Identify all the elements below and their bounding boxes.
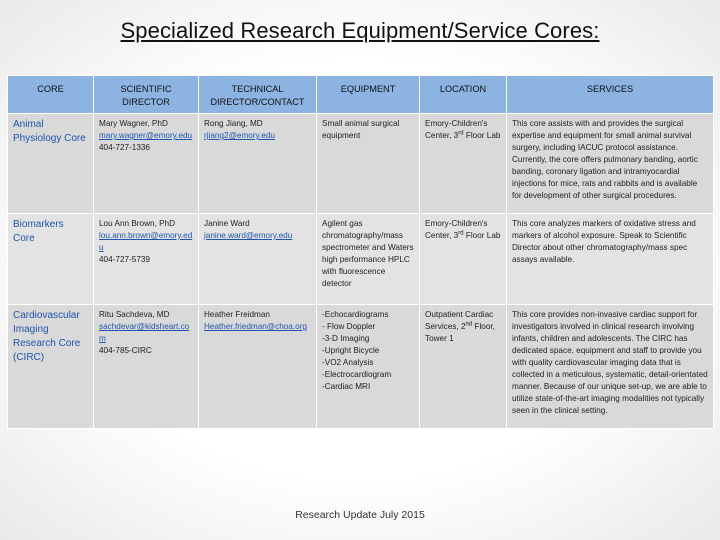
header-technical-director: TECHNICAL DIRECTOR/CONTACT <box>199 76 317 114</box>
services-cell <box>507 305 714 429</box>
director-email-link[interactable]: mary.wagner@emory.edu <box>99 131 193 140</box>
equipment-text: Small animal surgical equipment <box>322 119 400 140</box>
technical-director-cell <box>199 305 317 429</box>
location-text-end: Floor Lab <box>463 131 501 140</box>
core-cell <box>8 305 94 429</box>
director-email-link[interactable]: sachdevar@kidsheart.com <box>99 322 190 343</box>
contact-email-link[interactable]: rjiang2@emory.edu <box>204 131 275 140</box>
director-phone: 404-727-1336 <box>99 143 150 152</box>
location-ordinal: rd <box>458 130 464 137</box>
technical-director-cell <box>199 214 317 305</box>
location-ordinal: rd <box>458 230 464 237</box>
equipment-item: -3-D Imaging <box>322 334 370 343</box>
scientific-director-cell <box>94 214 199 305</box>
location-text-end: Floor Lab <box>463 231 501 240</box>
director-email-link[interactable]: lou.ann.brown@emory.edu <box>99 231 193 252</box>
core-name: Biomarkers Core <box>13 219 64 244</box>
table-row <box>8 305 714 429</box>
core-name: Cardiovascular Imaging Research Core (CIRC) <box>13 310 81 363</box>
location-text: Emory-Children's Center, 3 <box>425 219 488 240</box>
services-text: This core assists with and provides the surgical expertise and equipment for small animal survival surgery, including IACUC protocol assistance. Currently, the core offers pulmonary banding, aortic banding, coronary ligation and intramyocardial injections for mice, rats and rabbits and is available for development of other surgical procedures. <box>512 119 698 200</box>
header-row <box>8 76 714 114</box>
header-scientific-director: SCIENTIFIC DIRECTOR <box>94 76 199 114</box>
equipment-item: -Echocardiograms <box>322 310 389 319</box>
core-name: Animal Physiology Core <box>13 119 86 144</box>
location-text: Emory-Children's Center, 3 <box>425 119 488 140</box>
equipment-item: -VO2 Analysis <box>322 358 374 367</box>
header-location: LOCATION <box>420 76 507 114</box>
director-phone: 404-727-5739 <box>99 255 150 264</box>
page-title: Specialized Research Equipment/Service Cores: <box>120 18 600 43</box>
contact-email-link[interactable]: janine.ward@emory.edu <box>204 231 293 240</box>
director-name: Mary Wagner, PhD <box>99 119 168 128</box>
services-cell <box>507 114 714 214</box>
location-cell <box>420 305 507 429</box>
services-text: This core provides non-invasive cardiac support for investigators involved in clinical research involving infants, children and adolescents. The CIRC has dedicated space, equipment and staff to provide you with quality cardiovascular imaging data that is collected in a meticulous, systematic, detail-orientated manner. Because of our unique set-up, we are able to utilize state-of-the-art imaging modalities not typically seen in the clinical setting. <box>512 310 708 415</box>
scientific-director-cell <box>94 305 199 429</box>
services-cell <box>507 214 714 305</box>
cores-table <box>7 75 714 429</box>
location-text: Outpatient Cardiac Services, 2 <box>425 310 494 331</box>
core-cell <box>8 214 94 305</box>
table-row <box>8 214 714 305</box>
location-ordinal: nd <box>465 321 473 328</box>
services-text: This core analyzes markers of oxidative stress and markers of alcohol exposure. Speak to Scientific Director about other chromatography/mass spec assays available. <box>512 219 696 264</box>
contact-name: Janine Ward <box>204 219 250 228</box>
director-phone: 404-785-CIRC <box>99 346 152 355</box>
equipment-item: - Flow Doppler <box>322 322 376 331</box>
contact-email-link[interactable]: Heather.friedman@choa.org <box>204 322 307 331</box>
location-cell <box>420 114 507 214</box>
header-equipment: EQUIPMENT <box>317 76 420 114</box>
equipment-cell <box>317 214 420 305</box>
footer-text: Research Update July 2015 <box>295 509 425 521</box>
director-name: Lou Ann Brown, PhD <box>99 219 176 228</box>
contact-name: Heather Freidman <box>204 310 270 319</box>
equipment-text: Agilent gas chromatography/mass spectrometer and Waters high performance HPLC with fluorescence detector <box>322 219 414 288</box>
equipment-item: -Electrocardiogram <box>322 370 392 379</box>
header-services: SERVICES <box>507 76 714 114</box>
equipment-cell <box>317 114 420 214</box>
location-cell <box>420 214 507 305</box>
contact-name: Rong Jiang, MD <box>204 119 263 128</box>
equipment-item: -Upright Bicycle <box>322 346 380 355</box>
location-text-end: Floor, Tower 1 <box>425 322 495 343</box>
equipment-item: -Cardiac MRI <box>322 382 371 391</box>
core-cell <box>8 114 94 214</box>
table-row <box>8 114 714 214</box>
technical-director-cell <box>199 114 317 214</box>
director-name: Ritu Sachdeva, MD <box>99 310 170 319</box>
header-core: CORE <box>8 76 94 114</box>
equipment-cell <box>317 305 420 429</box>
scientific-director-cell <box>94 114 199 214</box>
